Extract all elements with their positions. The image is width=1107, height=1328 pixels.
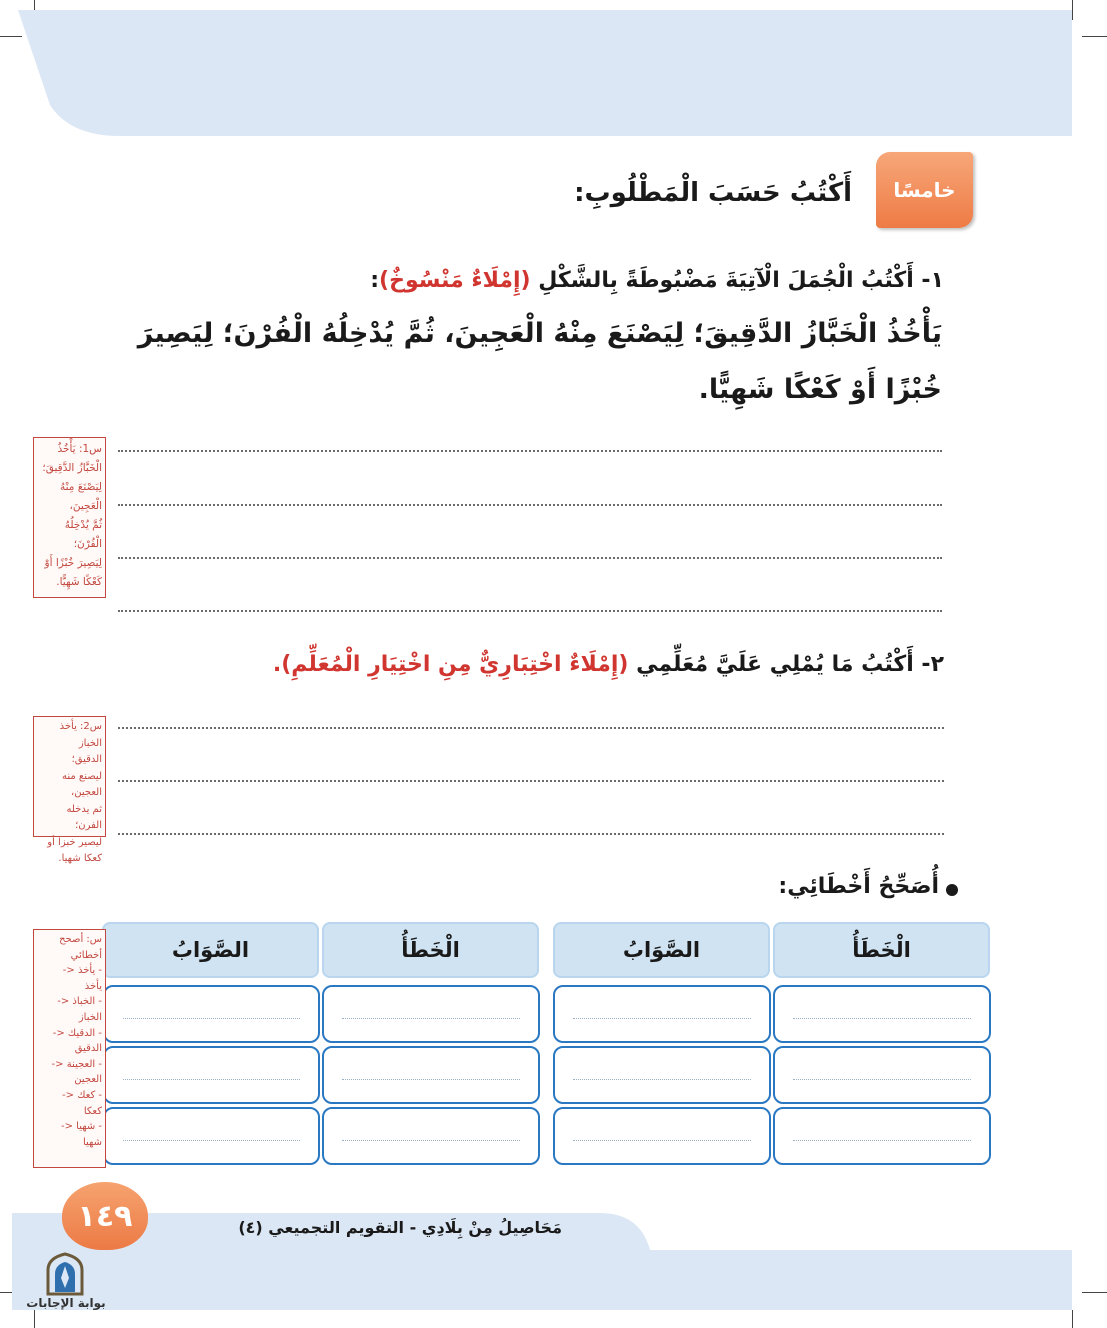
table-cell-input[interactable]	[553, 1107, 771, 1165]
table-cell-input[interactable]	[103, 1107, 320, 1165]
table-cell-input[interactable]	[553, 1046, 771, 1104]
table-cell-input[interactable]	[773, 1046, 991, 1104]
writing-line	[118, 833, 944, 835]
question-1-tag: (إِمْلَاءٌ مَنْسُوخٌ)	[379, 268, 531, 293]
table-header-correct: الصَّوَابُ	[553, 922, 770, 978]
question-2-instruction: ٢- أَكْتُبُ مَا يُمْلِي عَلَيَّ مُعَلِّمِي (إِمْلَاءٌ اخْتِبَارِيٌّ مِنِ اخْتِيَارِ الْمُعَلِّمِ).	[272, 652, 944, 677]
question-1-instruction: ١- أَكْتُبُ الْجُمَلَ الْآتِيَةَ مَضْبُوطَةً بِالشَّكْلِ (إِمْلَاءٌ مَنْسُوخٌ):	[370, 268, 944, 293]
answer-annotation-2: س2: يأخذ الخباز الدقيق؛ ليصنع منه العجين، ثم يدخله الفرن؛ ليصير خبزا أو كعكا شهيا.	[33, 716, 106, 837]
corrections-title: أُصَحِّحُ أَخْطَائِي:	[778, 874, 939, 899]
answer-annotation-1: س1: يَأْخُذُ الْخَبَّازُ الدَّقِيقَ؛ لِيَصْنَعَ مِنْهُ الْعَجِينَ، ثُمَّ يُدْخِلُهُ الْفُرْنَ؛ لِيَصِيرَ خُبْزًا أَوْ كَعْكًا شَهِيًّا.	[33, 437, 106, 598]
table-cell-input[interactable]	[322, 1046, 540, 1104]
table-cell-input[interactable]	[103, 985, 320, 1043]
bullet-icon	[946, 884, 958, 896]
question-2-tag: (إِمْلَاءٌ اخْتِبَارِيٌّ مِنِ اخْتِيَارِ الْمُعَلِّمِ).	[272, 652, 629, 677]
table-cell-input[interactable]	[553, 985, 771, 1043]
table-cell-input[interactable]	[773, 985, 991, 1043]
writing-line	[118, 557, 942, 559]
section-badge: خامسًا	[876, 152, 973, 228]
table-header-error: الْخَطَأُ	[773, 922, 990, 978]
writing-line	[118, 610, 942, 612]
writing-line	[118, 450, 942, 452]
table-cell-input[interactable]	[103, 1046, 320, 1104]
page-number: ١٤٩	[62, 1182, 148, 1250]
table-header-correct: الصَّوَابُ	[102, 922, 319, 978]
question-1-sentence: يَأْخُذُ الْخَبَّازُ الدَّقِيقَ؛ لِيَصْنَعَ مِنْهُ الْعَجِينَ، ثُمَّ يُدْخِلُهُ الْفُرْنَ؛ لِيَصِيرَ خُبْزًا أَوْ كَعْكًا شَهِيًّا.	[137, 318, 942, 405]
top-decorative-band	[0, 0, 1107, 140]
table-cell-input[interactable]	[773, 1107, 991, 1165]
site-logo-text: بوابة الإجابات	[26, 1296, 106, 1310]
section-title: أَكْتُبُ حَسَبَ الْمَطْلُوبِ:	[574, 178, 852, 208]
table-header-error: الْخَطَأُ	[322, 922, 539, 978]
answer-annotation-3: س: أصحح أخطائي - يأخذ <- يأخذ - الخباذ <- الخباز - الدقيك <- الدقيق - العجينة <- العجين - كعك <- كعكا - شهيا <- شهيا	[33, 929, 106, 1168]
table-cell-input[interactable]	[322, 985, 540, 1043]
site-logo-icon	[44, 1252, 86, 1296]
book-title: مَحَاصِيلُ مِنْ بِلَادِي - التقويم التجميعي (٤)	[238, 1218, 562, 1237]
table-cell-input[interactable]	[322, 1107, 540, 1165]
writing-line	[118, 780, 944, 782]
writing-line	[118, 504, 942, 506]
writing-line	[118, 727, 944, 729]
